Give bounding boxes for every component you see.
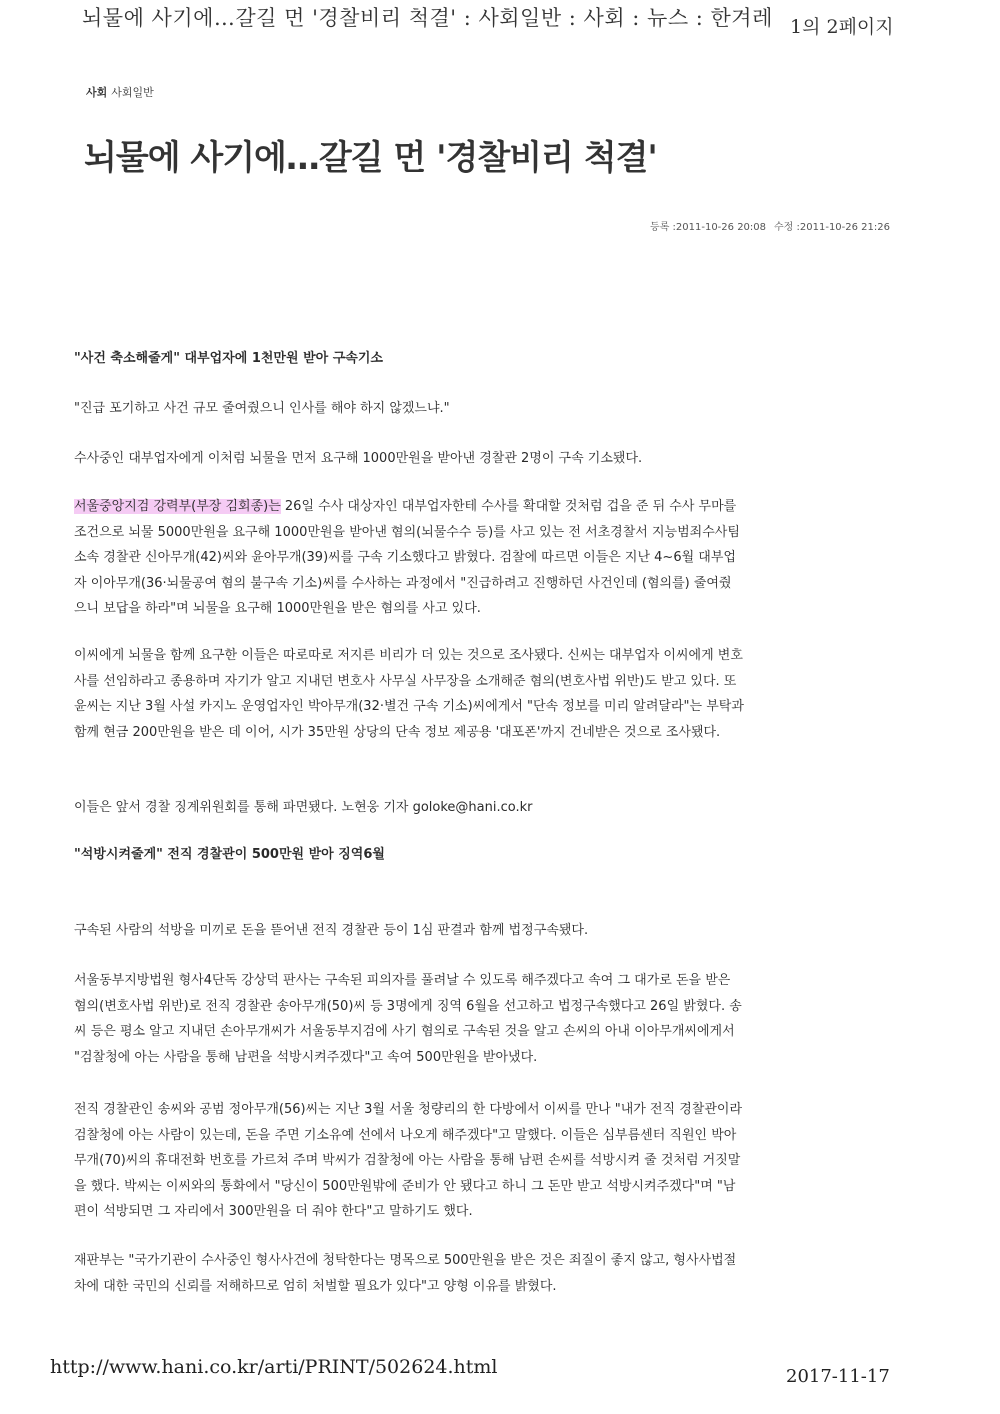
paragraph-3: 이씨에게 뇌물을 함께 요구한 이들은 따로따로 저지른 비리가 더 있는 것으로 조사됐다. 신씨는 대부업자 이씨에게 변호사를 선임하라고 종용하며 자기가 알고 지내던 변호사 사무실 사무장을 소개해준 혐의(변호사법 위반)도 받고 있다. 또 윤씨는 지난 3월 사설 카지노 운영업자인 박아무개(32·별건 구속 기소)씨에게서 "단속 정보를 미리 알려달라"는 부탁과 함께 현금 200만원을 받은 데 이어, 시가 35만원 상당의 단속 정보 제공용 '대포폰'까지 건네받은 것으로 조사됐다. bbox=[74, 648, 744, 740]
footer-date: 2017-11-17 bbox=[786, 1366, 890, 1387]
subheading-1: "사건 축소해줄게" 대부업자에 1천만원 받아 구속기소 bbox=[74, 351, 383, 366]
print-page-number: 1의 2페이지 bbox=[790, 16, 894, 38]
paragraph-2 bbox=[74, 494, 744, 622]
opening-quote: "진급 포기하고 사건 규모 줄여줬으니 인사를 해야 하지 않겠느냐." bbox=[74, 401, 450, 416]
registered-date: 등록 :2011-10-26 20:08 bbox=[650, 222, 767, 233]
paragraph-6: 서울동부지방법원 형사4단독 강상덕 판사는 구속된 피의자를 풀려날 수 있도록 해주겠다고 속여 그 대가로 돈을 받은 혐의(변호사법 위반)로 전직 경찰관 송아무개(50)씨 등 3명에게 징역 6월을 선고하고 법정구속했다고 26일 밝혔다. 송씨 등은 평소 알고 지내던 손아무개씨가 서울동부지검에 사기 혐의로 구속된 것을 알고 손씨의 아내 이아무개씨에게서 "검찰청에 아는 사람을 통해 남편을 석방시켜주겠다"고 속여 500만원을 받아냈다. bbox=[74, 973, 742, 1065]
article-headline: 뇌물에 사기에…갈길 먼 '경찰비리 척결' bbox=[84, 138, 657, 178]
paragraph-8: 재판부는 "국가기관이 수사중인 형사사건에 청탁한다는 명목으로 500만원을 받은 것은 죄질이 좋지 않고, 형사사법절차에 대한 국민의 신뢰를 저해하므로 엄히 처벌할 필요가 있다"고 양형 이유를 밝혔다. bbox=[74, 1253, 737, 1294]
paragraph-2-text: 26일 수사 대상자인 대부업자한테 수사를 확대할 것처럼 겁을 준 뒤 수사 무마를 조건으로 뇌물 5000만원을 요구해 1000만원을 받아낸 혐의(뇌물수수 등)를 사고 있는 전 서초경찰서 지능범죄수사팀 소속 경찰관 신아무개(42)씨와 윤아무개(39)씨를 구속 기소했다고 밝혔다. 검찰에 따르면 이들은 지난 4~6월 대부업자 이아무개(36·뇌물공여 혐의 불구속 기소)씨를 수사하는 과정에서 "진급하려고 진행하던 사건인데 (혐의를) 줄여줬으니 보답을 하라"며 뇌물을 요구해 1000만원을 받은 혐의를 사고 있다. bbox=[74, 499, 740, 616]
highlighted-text: 서울중앙지검 강력부(부장 김회종)는 bbox=[74, 499, 281, 514]
article-dates bbox=[650, 218, 890, 233]
print-header-title: 뇌물에 사기에…갈길 먼 '경찰비리 척결' : 사회일반 : 사회 : 뉴스 : 한겨레 bbox=[82, 6, 773, 30]
section-sub: 사회일반 bbox=[111, 86, 154, 99]
paragraph-5: 구속된 사람의 석방을 미끼로 돈을 뜯어낸 전직 경찰관 등이 1심 판결과 함께 법정구속됐다. bbox=[74, 923, 589, 938]
paragraph-1: 수사중인 대부업자에게 이처럼 뇌물을 먼저 요구해 1000만원을 받아낸 경찰관 2명이 구속 기소됐다. bbox=[74, 451, 643, 466]
modified-date: 수정 :2011-10-26 21:26 bbox=[774, 222, 890, 233]
paragraph-4-byline: 이들은 앞서 경찰 징계위원회를 통해 파면됐다. 노현웅 기자 goloke@hani.co.kr bbox=[74, 800, 533, 815]
section-main: 사회 bbox=[86, 86, 108, 99]
subheading-2: "석방시켜줄게" 전직 경찰관이 500만원 받아 징역6월 bbox=[74, 847, 385, 862]
section-breadcrumb bbox=[86, 84, 154, 100]
paragraph-7: 전직 경찰관인 송씨와 공범 정아무개(56)씨는 지난 3월 서울 청량리의 한 다방에서 이씨를 만나 "내가 전직 경찰관이라 검찰청에 아는 사람이 있는데, 돈을 주면 기소유예 선에서 나오게 해주겠다"고 말했다. 이들은 심부름센터 직원인 박아무개(70)씨의 휴대전화 번호를 가르쳐 주며 박씨가 검찰청에 아는 사람을 통해 남편 손씨를 석방시켜 줄 것처럼 거짓말을 했다. 박씨는 이씨와의 통화에서 "당신이 500만원밖에 준비가 안 됐다고 하니 그 돈만 받고 석방시켜주겠다"며 "남편이 석방되면 그 자리에서 300만원을 더 줘야 한다"고 말하기도 했다. bbox=[74, 1102, 743, 1219]
footer-url: http://www.hani.co.kr/arti/PRINT/502624.html bbox=[50, 1356, 498, 1378]
